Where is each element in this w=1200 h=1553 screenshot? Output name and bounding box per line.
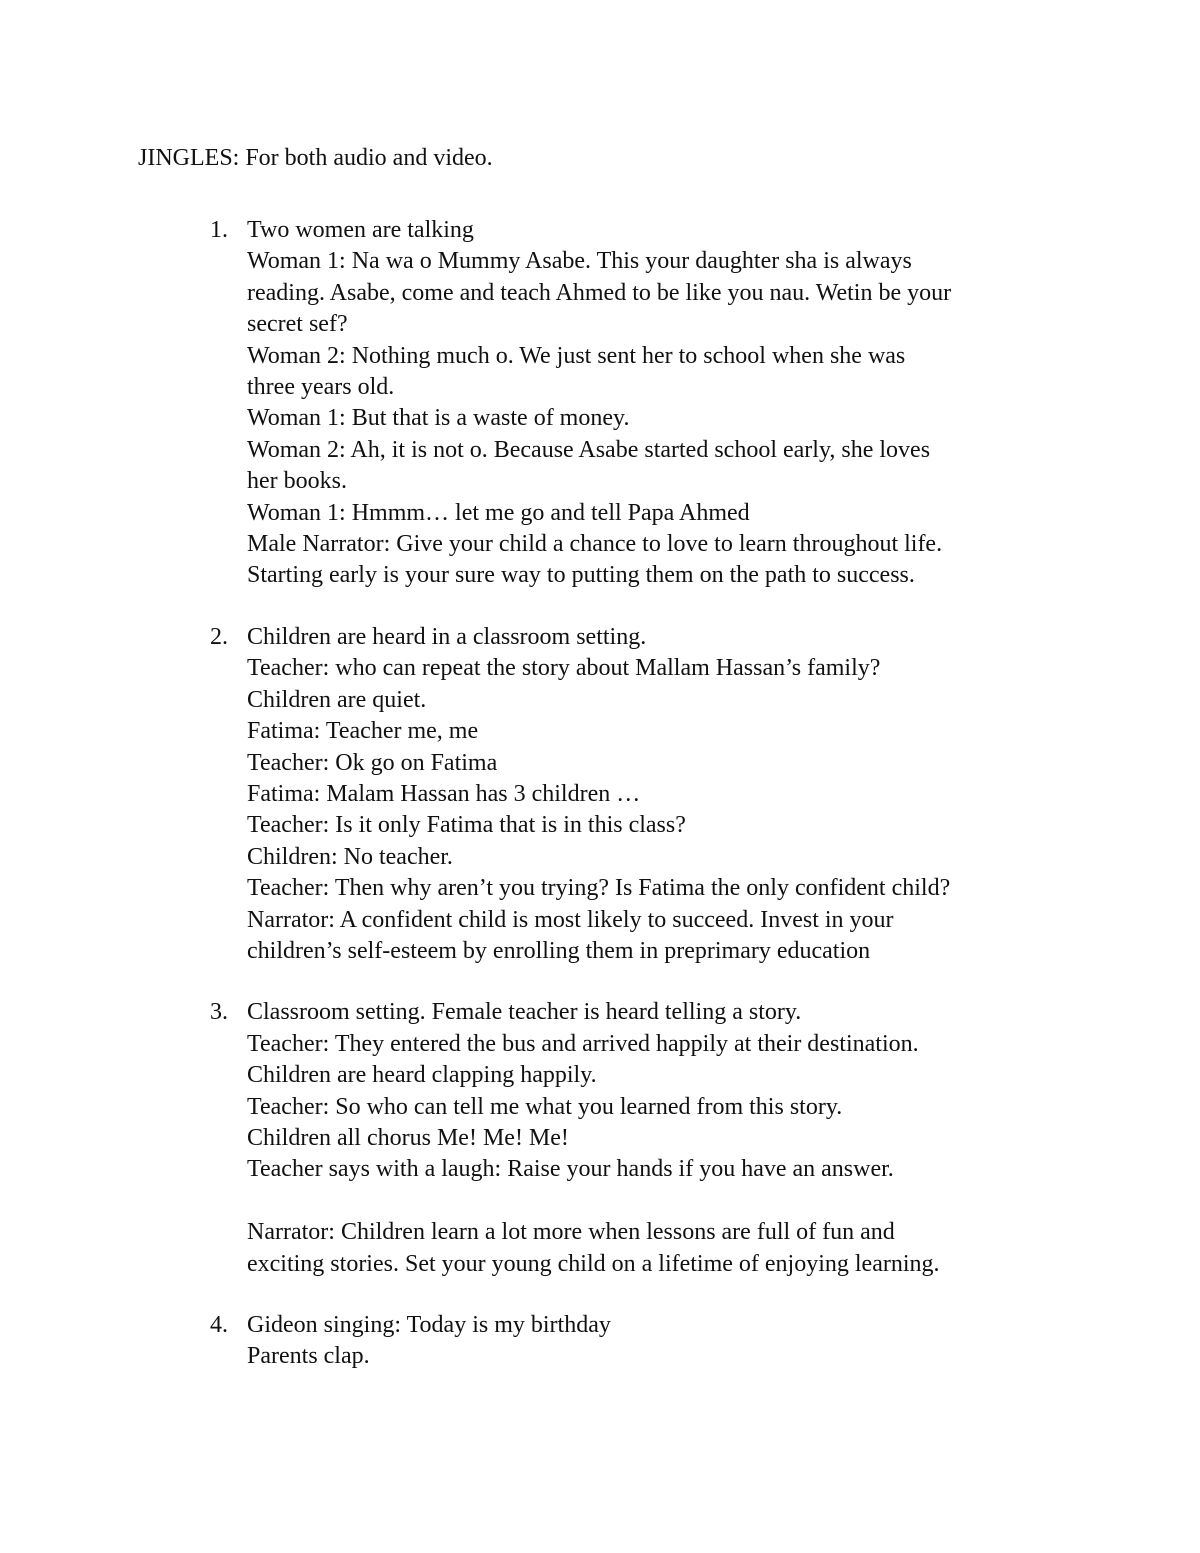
script-line: Children are quiet. bbox=[247, 686, 427, 713]
script-line: children’s self-esteem by enrolling them in preprimary education bbox=[247, 937, 871, 964]
script-line: Teacher: who can repeat the story about Mallam Hassan’s family? bbox=[247, 655, 881, 682]
script-line: Teacher: Ok go on Fatima bbox=[247, 749, 498, 776]
jingle-script bbox=[247, 622, 1077, 967]
script-line: Children: No teacher. bbox=[247, 843, 453, 870]
jingle-script bbox=[247, 215, 1077, 592]
script-line: Woman 1: But that is a waste of money. bbox=[247, 405, 630, 432]
script-line: Children all chorus Me! Me! Me! bbox=[247, 1124, 569, 1151]
script-line: Teacher: So who can tell me what you learned from this story. bbox=[247, 1093, 843, 1120]
script-line: Parents clap. bbox=[247, 1343, 370, 1370]
jingle-item-4 bbox=[0, 1310, 1200, 1373]
jingle-item-1 bbox=[0, 215, 1200, 592]
script-line: three years old. bbox=[247, 374, 395, 401]
jingle-number: 3. bbox=[210, 999, 228, 1026]
jingle-script bbox=[247, 997, 1077, 1280]
script-line: Classroom setting. Female teacher is heard telling a story. bbox=[247, 999, 802, 1026]
script-line: Woman 2: Nothing much o. We just sent her to school when she was bbox=[247, 342, 906, 369]
script-line: Fatima: Malam Hassan has 3 children … bbox=[247, 780, 641, 807]
script-line: Children are heard in a classroom setting. bbox=[247, 623, 647, 650]
script-line: reading. Asabe, come and teach Ahmed to be like you nau. Wetin be your bbox=[247, 279, 952, 306]
script-line: Fatima: Teacher me, me bbox=[247, 718, 479, 745]
script-line: Teacher says with a laugh: Raise your hands if you have an answer. bbox=[247, 1156, 894, 1183]
jingle-item-2 bbox=[0, 622, 1200, 967]
script-line: Male Narrator: Give your child a chance to love to learn throughout life. bbox=[247, 531, 943, 558]
jingle-number: 2. bbox=[210, 623, 228, 650]
script-line: Woman 2: Ah, it is not o. Because Asabe started school early, she loves bbox=[247, 436, 931, 463]
jingle-number: 1. bbox=[210, 217, 228, 243]
script-line: exciting stories. Set your young child on a lifetime of enjoying learning. bbox=[247, 1250, 940, 1277]
script-line: Starting early is your sure way to putting them on the path to success. bbox=[247, 562, 915, 589]
script-line: Teacher: They entered the bus and arrived happily at their destination. bbox=[247, 1030, 919, 1057]
jingle-number: 4. bbox=[210, 1311, 228, 1338]
script-line: Teacher: Is it only Fatima that is in this class? bbox=[247, 812, 686, 839]
jingle-item-3 bbox=[0, 997, 1200, 1280]
jingle-list bbox=[0, 215, 1200, 1403]
script-line: Two women are talking bbox=[247, 217, 474, 243]
script-line: her books. bbox=[247, 468, 347, 495]
blank-line bbox=[247, 1186, 1077, 1217]
jingle-script bbox=[247, 1310, 1077, 1373]
script-line: Narrator: A confident child is most likely to succeed. Invest in your bbox=[247, 906, 894, 933]
script-line: secret sef? bbox=[247, 311, 348, 338]
script-line: Children are heard clapping happily. bbox=[247, 1062, 597, 1089]
script-line: Teacher: Then why aren’t you trying? Is Fatima the only confident child? bbox=[247, 875, 951, 902]
script-line: Woman 1: Na wa o Mummy Asabe. This your daughter sha is always bbox=[247, 248, 912, 275]
script-line: Narrator: Children learn a lot more when lessons are full of fun and bbox=[247, 1219, 895, 1246]
document-title: JINGLES: For both audio and video. bbox=[138, 145, 493, 171]
script-line: Gideon singing: Today is my birthday bbox=[247, 1311, 611, 1338]
script-line: Woman 1: Hmmm… let me go and tell Papa Ahmed bbox=[247, 499, 750, 526]
